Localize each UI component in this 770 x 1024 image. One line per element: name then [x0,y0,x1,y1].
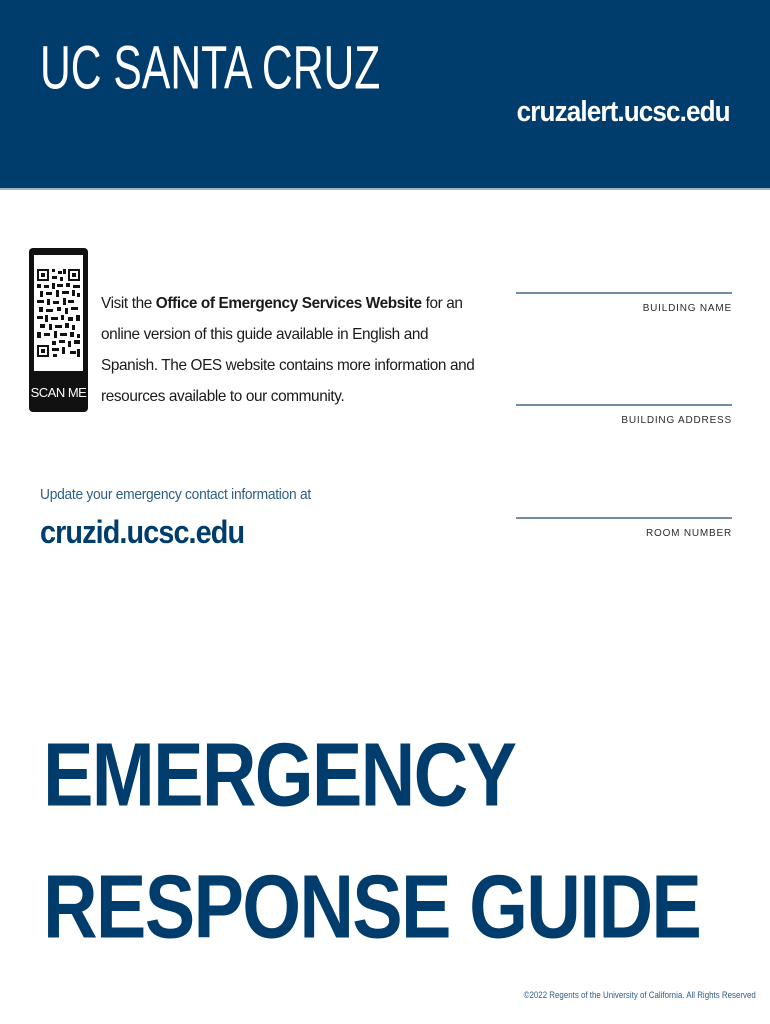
uc-santa-cruz-logo: UC SANTA CRUZ [40,34,381,103]
room-number-field[interactable] [516,517,732,539]
scan-me-caption: SCAN ME [30,385,87,400]
building-name-field[interactable] [516,292,732,314]
room-number-line [516,517,732,519]
building-name-label: BUILDING NAME [642,303,732,314]
header-banner [0,0,770,188]
header-divider [0,188,770,190]
building-address-label: BUILDING ADDRESS [621,415,732,426]
building-name-line [516,292,732,294]
room-number-label: ROOM NUMBER [645,528,732,539]
cruzalert-url[interactable]: cruzalert.ucsc.edu [517,96,730,128]
intro-suffix: for an online version of this guide available in English and Spanish. The OES website contains more information and resources available to our community. [101,295,475,405]
qr-code-panel [34,255,83,371]
title-line-emergency: EMERGENCY [43,723,516,825]
contact-update-prompt: Update your emergency contact information at [40,486,311,503]
building-address-field[interactable] [516,404,732,426]
copyright-notice: ©2022 Regents of the University of California. All Rights Reserved [523,990,756,1000]
intro-prefix: Visit the [101,295,156,312]
cruzid-url[interactable]: cruzid.ucsc.edu [40,514,245,550]
building-address-line [516,404,732,406]
oes-website-paragraph [101,288,485,412]
oes-website-link[interactable]: Office of Emergency Services Website [155,295,422,312]
title-line-response-guide: RESPONSE GUIDE [43,855,701,957]
qr-code-icon [37,269,80,357]
qr-code-badge[interactable] [29,248,88,412]
